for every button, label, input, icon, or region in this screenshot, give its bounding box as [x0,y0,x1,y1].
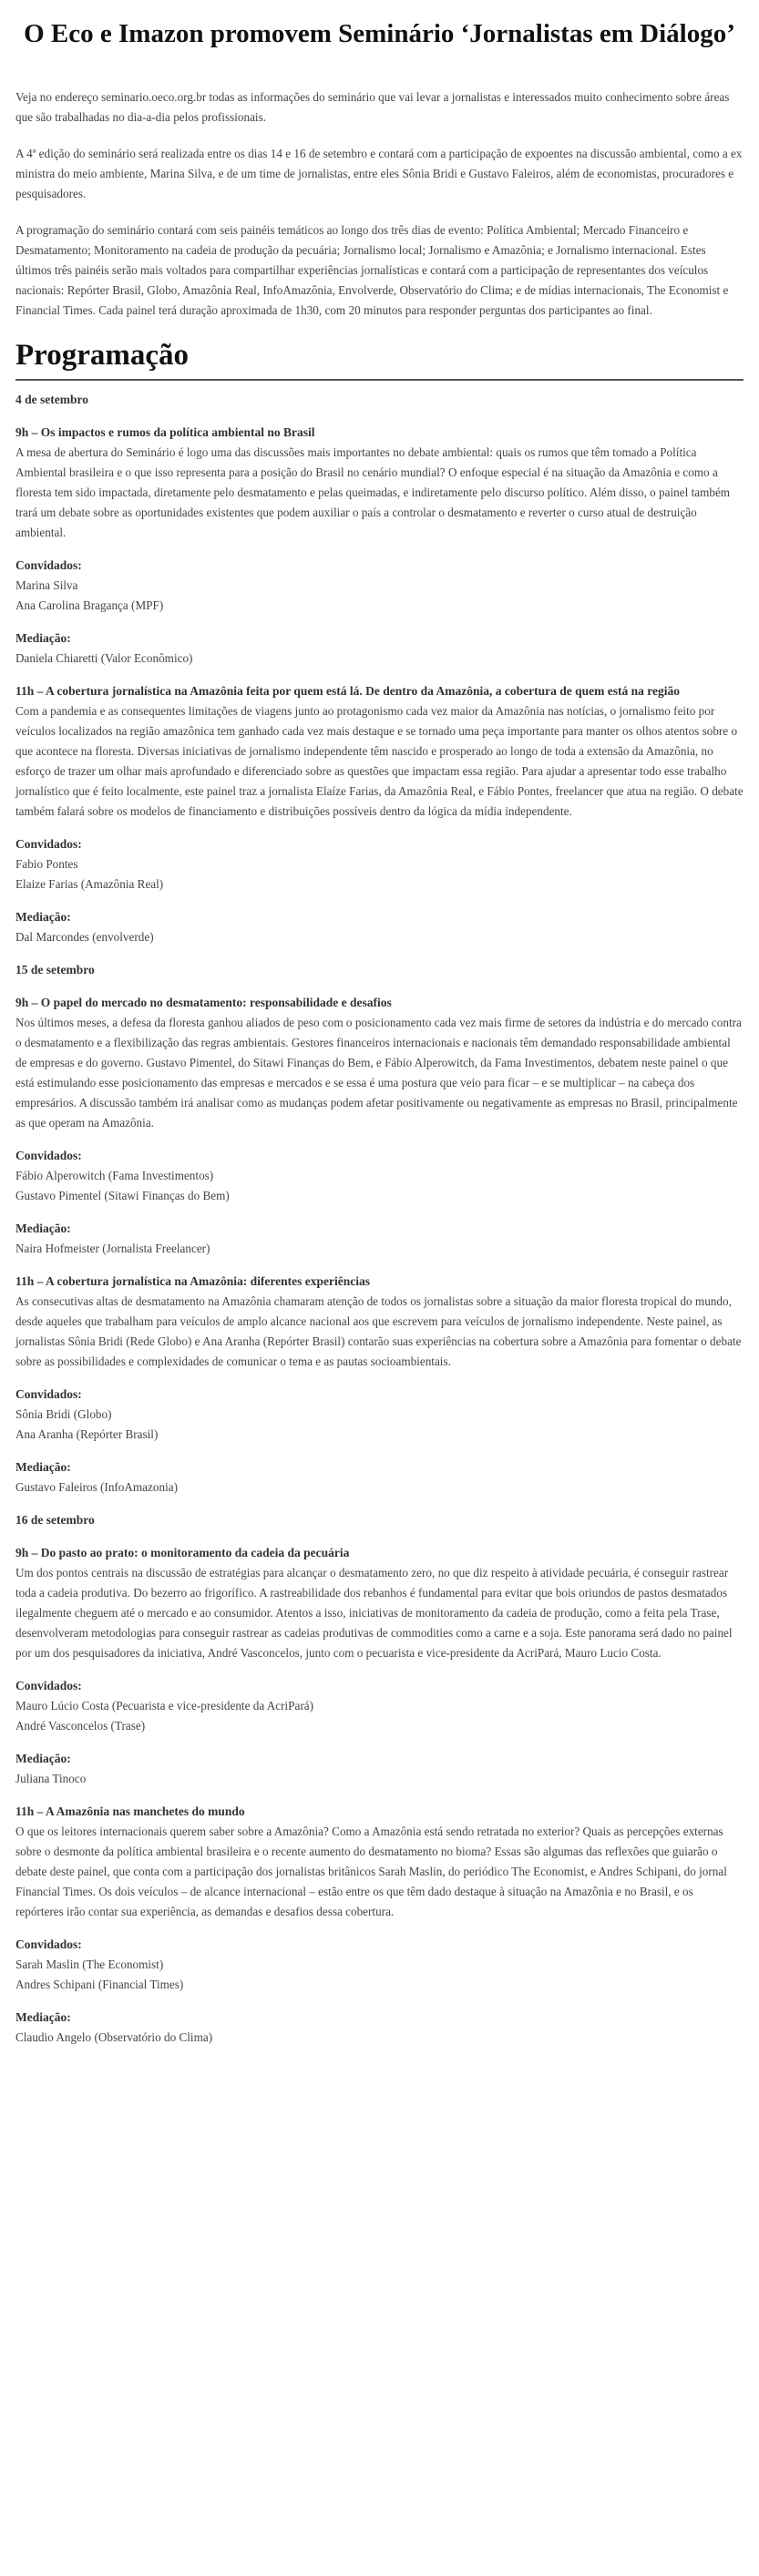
guests-label: Convidados: [15,558,82,572]
guests-group [15,1935,744,1995]
mediation-label: Mediação: [15,1752,71,1765]
intro-paragraph: A 4ª edição do seminário será realizada entre os dias 14 e 16 de setembro e contará com a participação de expoentes na discussão ambiental, como a ex ministra do meio ambiente, Marina Silva, e de um time de jornalistas, entre eles Sônia Bridi e Gustavo Faleiros, além de economistas, procuradores e pesquisadores. [15,147,743,200]
mediator-name: Dal Marcondes (envolverde) [15,930,154,944]
session [15,993,744,1259]
mediation-group [15,1219,744,1259]
mediator-name: Naira Hofmeister (Jornalista Freelancer) [15,1242,210,1255]
mediation-group [15,2008,744,2048]
mediation-label: Mediação: [15,631,71,645]
mediator-name: Claudio Angelo (Observatório do Clima) [15,2030,213,2044]
day-heading: 16 de setembro [15,1513,95,1527]
day-heading: 15 de setembro [15,963,95,976]
session-description: Com a pandemia e as consequentes limitações de viagens junto ao protagonismo cada vez maior da Amazônia nas notícias, o jornalismo feito por veículos localizados na região amazônica tem ganhado cada vez mais destaque e se tornado uma peça importante para manter os olhos atentos sobre o que acontece na floresta. Diversas iniciativas de jornalismo independente têm nascido e prosperado ao longo de toda a extensão da Amazônia, no esforço de trazer um olhar mais aprofundado e diferenciado sobre as questões que impactam essa região. Para ajudar a apresentar todo esse trabalho jornalístico que é feito localmente, este painel traz a jornalista Elaíze Farias, da Amazônia Real, e Fábio Pontes, freelancer que atua na região. O debate também falará sobre os modelos de financiamento e distribuições possíveis dentro da lógica da mídia independente. [15,704,744,818]
guest-name: Sarah Maslin (The Economist) [15,1958,164,1971]
mediation-group [15,629,744,669]
mediator-name: Daniela Chiaretti (Valor Econômico) [15,651,193,665]
mediation-label: Mediação: [15,2010,71,2024]
guests-label: Convidados: [15,1937,82,1951]
guests-label: Convidados: [15,1387,82,1401]
session-title: 9h – Os impactos e rumos da política ambiental no Brasil [15,425,315,439]
session-title: 9h – Do pasto ao prato: o monitoramento da cadeia da pecuária [15,1546,350,1559]
mediation-label: Mediação: [15,910,71,924]
session-description: O que os leitores internacionais querem saber sobre a Amazônia? Como a Amazônia está sendo retratada no exterior? Quais as percepções externas sobre o desmonte da política ambiental brasileira e o recente aumento do desmatamento no bioma? Essas são algumas das reflexões que guiarão o debate deste painel, que conta com a participação dos jornalistas britânicos Sarah Maslin, do periódico The Economist, e Andres Schipani, do jornal Financial Times. Os dois veículos – de alcance internacional – estão entre os que têm dado destaque à situação na Amazônia e no Brasil, e os repórteres irão contar sua experiência, as demandas e desafios dessa cobertura. [15,1825,727,1918]
guest-name: Mauro Lúcio Costa (Pecuarista e vice-presidente da AcriPará) [15,1699,313,1712]
mediation-label: Mediação: [15,1460,71,1474]
guest-name: Andres Schipani (Financial Times) [15,1978,184,1991]
guest-name: Gustavo Pimentel (Sitawi Finanças do Bem) [15,1189,230,1202]
intro-paragraph: A programação do seminário contará com seis painéis temáticos ao longo dos três dias de evento: Política Ambiental; Mercado Financeiro e Desmatamento; Monitoramento na cadeia de produção da pecuária; Jornalismo local; Jornalismo e Amazônia; e Jornalismo internacional. Estes últimos três painéis serão mais voltados para compartilhar experiências jornalísticas e contará com a participação de representantes dos veículos nacionais: Repórter Brasil, Globo, Amazônia Real, InfoAmazônia, Envolverde, Observatório do Clima; e de mídias internacionais, The Economist e Financial Times. Cada painel terá duração aproximada de 1h30, com 20 minutos para responder perguntas dos participantes ao final. [15,223,729,317]
session-title: 11h – A cobertura jornalística na Amazônia: diferentes experiências [15,1274,370,1288]
guest-name: Elaize Farias (Amazônia Real) [15,877,164,891]
session [15,1272,744,1498]
day-heading: 4 de setembro [15,393,88,406]
mediation-group [15,907,744,947]
guests-group [15,1385,744,1445]
guests-label: Convidados: [15,1679,82,1692]
session [15,1543,744,1789]
guests-label: Convidados: [15,1149,82,1162]
guest-name: Marina Silva [15,578,78,592]
session-description: A mesa de abertura do Seminário é logo uma das discussões mais importantes no debate ambiental: quais os rumos que têm tomado a Política Ambiental brasileira e o que isso representa para a posição do Brasil no cenário mundial? O enfoque especial é na situação da Amazônia e como a floresta tem sido impactada, diretamente pelo desmatamento e pelas queimadas, e indiretamente pelo discurso político. Além disso, o painel também trará um debate sobre as oportunidades existentes que podem auxiliar o país a controlar o desmatamento e reverter o curso atual de destruição ambiental. [15,445,731,539]
session-title: 11h – A Amazônia nas manchetes do mundo [15,1804,245,1818]
guest-name: Sônia Bridi (Globo) [15,1407,112,1421]
guest-name: Ana Aranha (Repórter Brasil) [15,1427,159,1441]
session-description: As consecutivas altas de desmatamento na Amazônia chamaram atenção de todos os jornalistas sobre a situação da maior floresta tropical do mundo, desde aqueles que trabalham para veículos de amplo alcance nacional aos que escrevem para veículos de jornalismo independente. Neste painel, as jornalistas Sônia Bridi (Rede Globo) e Ana Aranha (Repórter Brasil) contarão suas experiências na cobertura sobre a Amazônia para fomentar o debate sobre as possibilidades e complexidades de comunicar o tema e as pautas socioambientais. [15,1294,742,1368]
page-title: O Eco e Imazon promovem Seminário ‘Jornalistas em Diálogo’ [24,19,735,48]
intro-paragraph: Veja no endereço seminario.oeco.org.br todas as informações do seminário que vai levar a jornalistas e interessados muito conhecimento sobre áreas que são trabalhadas no dia-a-dia pelos profissionais. [15,90,730,124]
session-title: 11h – A cobertura jornalística na Amazônia feita por quem está lá. De dentro da Amazônia, a cobertura de quem está na região [15,684,680,698]
guests-group [15,1146,744,1206]
program-heading: Programação [15,337,744,381]
mediator-name: Juliana Tinoco [15,1772,87,1785]
session-description: Nos últimos meses, a defesa da floresta ganhou aliados de peso com o posicionamento cada vez mais firme de setores da indústria e do mercado contra o desmatamento e a flexibilização das regras ambientais. Gestores financeiros internacionais e nacionais têm demandado responsabilidade ambiental de empresas e do governo. Gustavo Pimentel, do Sitawi Finanças do Bem, e Fábio Alperowitch, da Fama Investimentos, debatem neste painel o que está estimulando esse posicionamento das empresas e mercados e se essa é uma postura que veio para ficar – e se multiplicar – na cabeça dos empresários. A discussão também irá analisar como as mudanças podem afetar positivamente ou negativamente as empresas no Brasil, principalmente as que operam na Amazônia. [15,1016,742,1130]
guest-name: Ana Carolina Bragança (MPF) [15,598,164,612]
guest-name: Fabio Pontes [15,857,78,871]
session [15,681,744,947]
mediation-group [15,1749,744,1789]
guests-label: Convidados: [15,837,82,851]
mediator-name: Gustavo Faleiros (InfoAmazonia) [15,1480,178,1494]
guest-name: André Vasconcelos (Trase) [15,1719,146,1733]
mediation-label: Mediação: [15,1222,71,1235]
guests-group [15,1676,744,1736]
guests-group [15,834,744,894]
session-description: Um dos pontos centrais na discussão de estratégias para alcançar o desmatamento zero, no que diz respeito à atividade pecuária, é conseguir rastrear toda a cadeia produtiva. Do bezerro ao frigorífico. A rastreabilidade dos rebanhos é fundamental para evitar que bois oriundos de pastos desmatados ilegalmente cheguem até o mercado e ao consumidor. Atentos a isso, iniciativas de monitoramento da cadeia de produção, como a feita pela Trase, desenvolveram metodologias para conseguir rastrear as cadeias produtivas de commodities como a carne e a soja. Este panorama será dado no painel por um dos pesquisadores da iniciativa, André Vasconcelos, junto com o pecuarista e vice-presidente da AcriPará, Mauro Lucio Costa. [15,1566,733,1660]
guests-group [15,556,744,616]
guest-name: Fábio Alperowitch (Fama Investimentos) [15,1169,214,1182]
session-title: 9h – O papel do mercado no desmatamento: responsabilidade e desafios [15,996,392,1009]
mediation-group [15,1457,744,1498]
session [15,1802,744,2048]
session [15,423,744,669]
